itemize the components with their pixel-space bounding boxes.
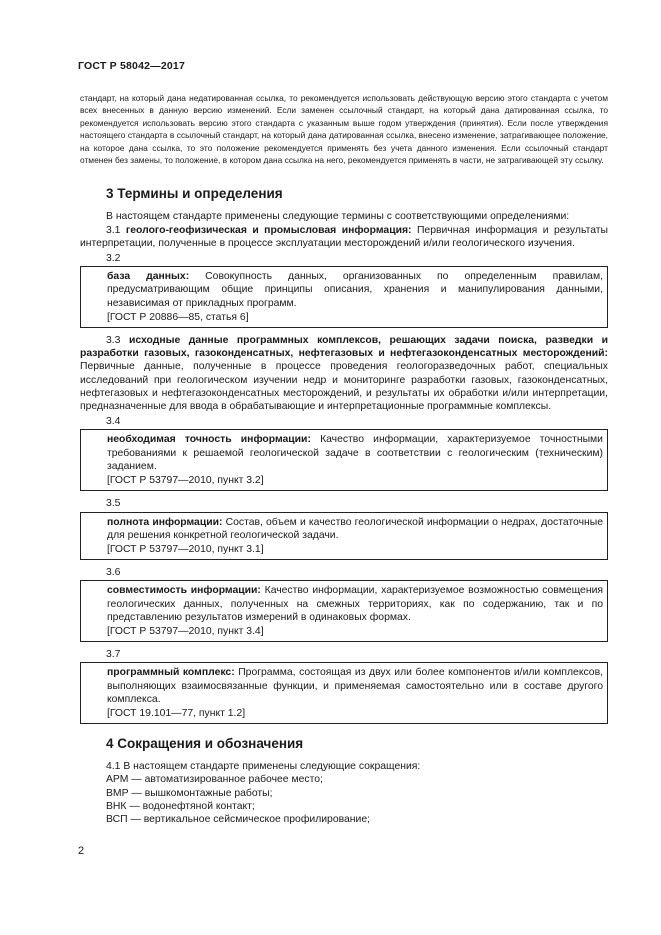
term-source: [ГОСТ 19.101—77, пункт 1.2] (107, 707, 246, 719)
term-3-6-box (80, 580, 608, 642)
section-4-title: 4 Сокращения и обозначения (106, 736, 304, 752)
abbreviation-code: ВНК (106, 800, 127, 812)
abbreviation-code: АРМ (106, 774, 129, 786)
section-4-lead: 4.1 В настоящем стандарте применены следующие сокращения: (106, 761, 421, 773)
abbreviation-text: — водонефтяной контакт; (126, 800, 255, 812)
list-item (80, 800, 608, 813)
term-name: база данных: (107, 271, 190, 283)
term-source: [ГОСТ Р 53797—2010, пункт 3.2] (107, 475, 264, 487)
abbreviation-code: ВМР (106, 787, 129, 799)
term-name: совместимость информации: (107, 585, 261, 597)
abbreviation-text: — автоматизированное рабочее место; (128, 774, 323, 786)
term-name: геолого-геофизическая и промысловая информация: (125, 224, 412, 236)
term-3-5-number: 3.5 (106, 498, 121, 510)
page-number: 2 (78, 845, 85, 857)
term-number: 3.1 (106, 224, 121, 236)
section-3-title: 3 Термины и определения (106, 186, 283, 202)
term-3-3 (80, 334, 608, 413)
term-definition: Первичная информация и результаты интерпретации, полученные в процессе эксплуатации месторождений и/или геологического изучения. (80, 224, 608, 249)
term-definition: Программа, состоящая из двух или более компонентов и/или комплексов, выполняющих взаимосвязанные функции, и применяемая самостоятельно или в составе другого комплекса. (107, 667, 603, 705)
abbreviation-text: — вышкомонтажные работы; (128, 787, 273, 799)
term-3-2-box (80, 266, 608, 328)
term-3-6-number: 3.6 (106, 567, 121, 579)
abbreviation-list (80, 773, 608, 826)
term-3-4-box (80, 429, 608, 491)
term-3-2-number: 3.2 (106, 253, 121, 265)
term-definition: Качество информации, характеризуемое возможностью совмещения геологических данных, полученных на смежных территориях, как по содержанию, так и по представлению результатов измерений в одинаковых формах. (107, 585, 603, 623)
page-content (80, 92, 608, 826)
term-definition: Совокупность данных, организованных по определенным правилам, предусматривающим общие принципы описания, хранения и манипулирования данными, независимая от прикладных программ. (107, 271, 603, 309)
term-name: необходимая точность информации: (107, 434, 311, 446)
abbreviation-text: — вертикальное сейсмическое профилирование; (127, 813, 371, 825)
intro-paragraph: стандарт, на который дана недатированная ссылка, то рекомендуется использовать действующую версию этого стандарта с учетом всех внесенных в данную версию изменений. Если заменен ссылочный стандарт, на который дана датированная ссылка, то рекомендуется использовать версию этого стандарта с указанным выше годом утверждения (принятия). Если после утверждения настоящего стандарта в ссылочный стандарт, на который дана датированная ссылка, внесено изменение, затрагивающее положение, на которое дана ссылка, то это положение рекомендуется применять без учета данного изменения. Если ссылочный стандарт отменен без замены, то положение, в котором дана ссылка на него, рекомендуется применять в части, не затрагивающей эту ссылку. (80, 93, 608, 166)
term-3-1 (80, 224, 608, 250)
term-number: 3.3 (106, 335, 121, 347)
term-3-7-box (80, 662, 608, 724)
section-3-lead: В настоящем стандарте применены следующие термины с соответствующими определениями: (106, 211, 570, 223)
term-3-5-box (80, 512, 608, 561)
term-3-7-number: 3.7 (106, 649, 121, 661)
term-3-4-number: 3.4 (106, 416, 121, 428)
term-name: программный комплекс: (107, 667, 235, 679)
term-definition: Состав, объем и качество геологической информации о недрах, достаточные для решения конкретной геологической задачи. (107, 516, 603, 541)
term-source: [ГОСТ Р 20886—85, статья 6] (107, 311, 249, 323)
term-definition: Первичные данные, полученные в процессе проведения геологоразведочных работ, специальных исследований при геологическом изучении недр и мониторинге разработки газовых, газоконденсатных, нефтегазовых и нефтегазоконденсатных месторождений, и результаты их обработки и/или интерпретации, предназначенные для ввода в обрабатывающие и интерпретационные программные комплексы. (80, 361, 608, 413)
term-source: [ГОСТ Р 53797—2010, пункт 3.4] (107, 625, 264, 637)
term-name: полнота информации: (107, 516, 223, 528)
term-source: [ГОСТ Р 53797—2010, пункт 3.1] (107, 543, 264, 555)
list-item (80, 773, 608, 786)
term-name: исходные данные программных комплексов, решающих задачи поиска, разведки и разработки газовых, газоконденсатных, нефтегазовых и нефтегазоконденсатных месторождений: (80, 335, 608, 360)
term-definition: Качество информации, характеризуемое точностными требованиями к решаемой геологической задаче в соответствии с геологическим (техническим) заданием. (107, 434, 603, 472)
abbreviation-code: ВСП (106, 813, 128, 825)
document-header: ГОСТ Р 58042—2017 (78, 60, 186, 72)
list-item (80, 787, 608, 800)
list-item (80, 813, 608, 826)
